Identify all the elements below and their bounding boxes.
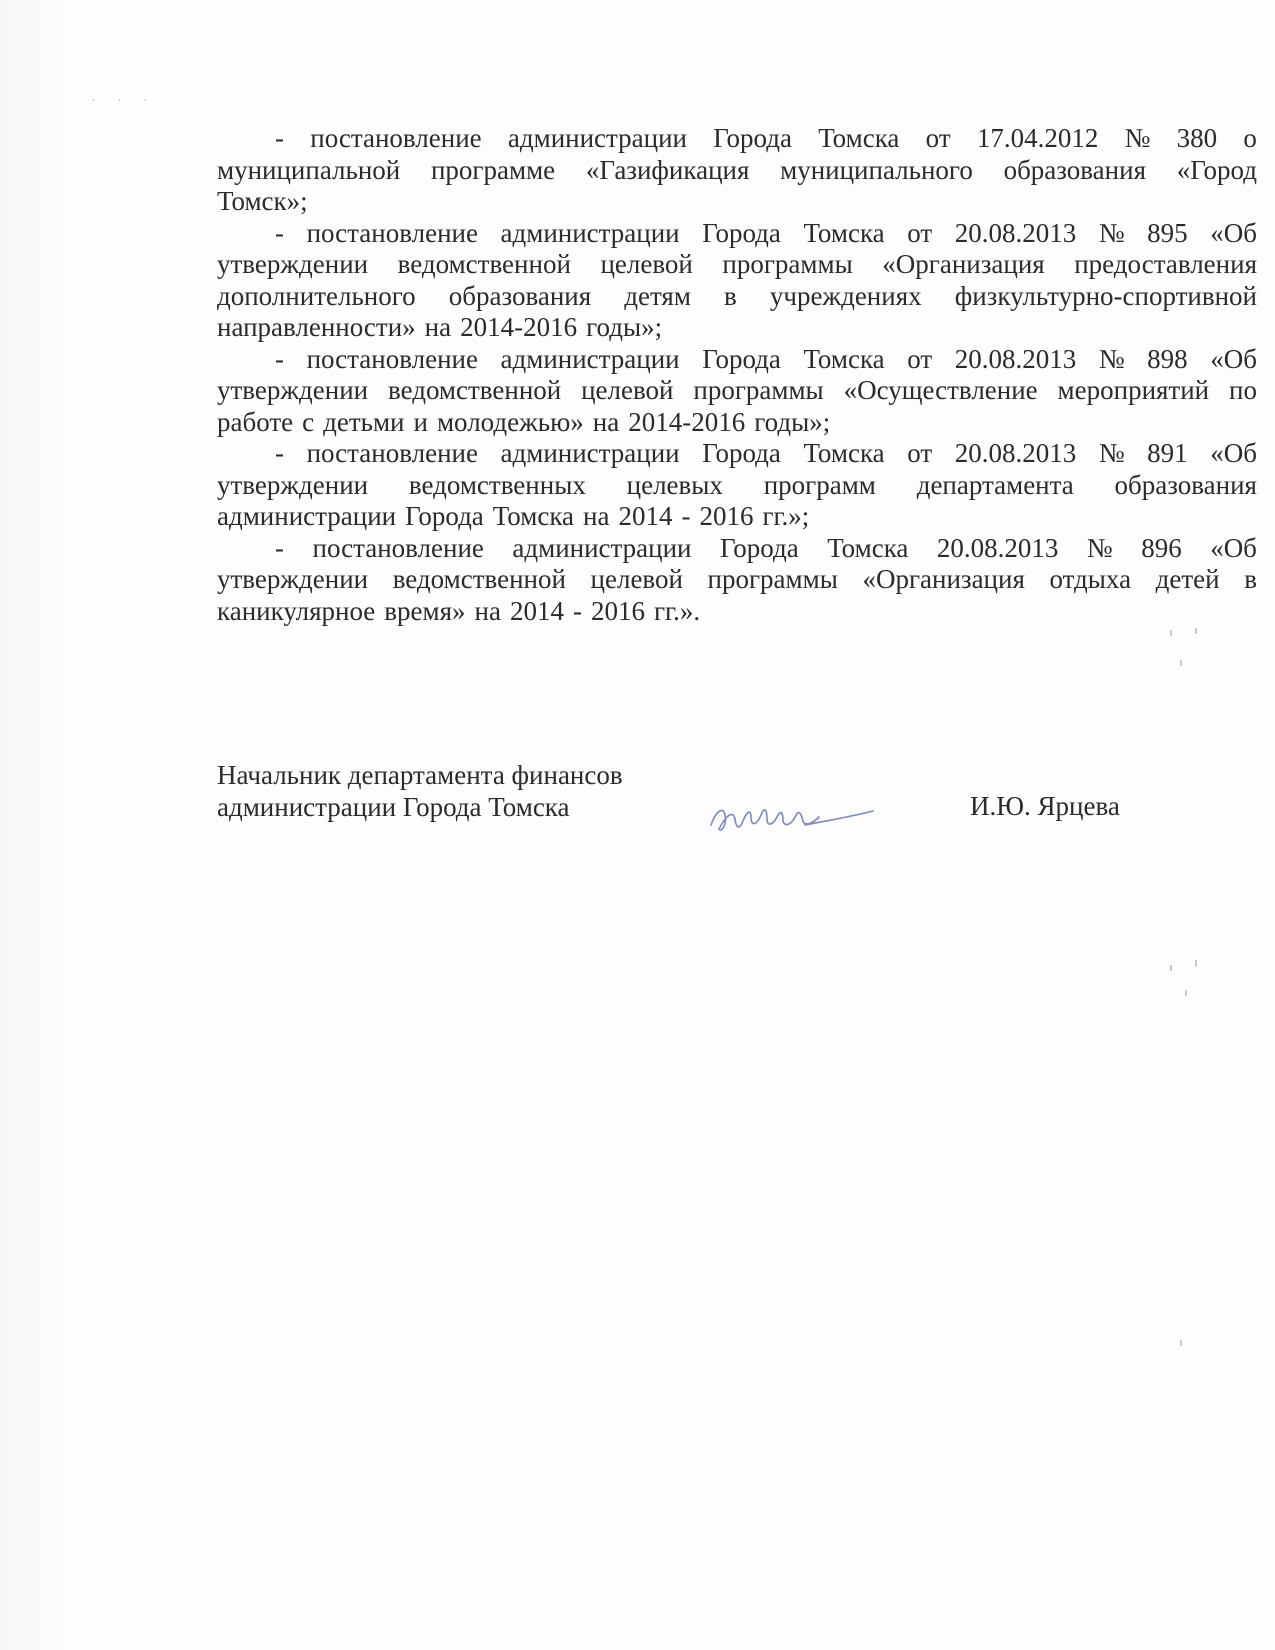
scan-speck bbox=[1180, 660, 1182, 666]
scan-speck bbox=[1170, 965, 1172, 971]
scan-speck bbox=[1195, 960, 1197, 966]
paragraph-line: работе с детьми и молодежью» на 2014-2016 годы»; bbox=[217, 406, 831, 437]
scan-edge-shadow bbox=[0, 0, 70, 1650]
scan-speck bbox=[1180, 1340, 1182, 1346]
scan-speck bbox=[1170, 630, 1172, 636]
scan-speck bbox=[1195, 628, 1197, 634]
paragraph-line: утверждении ведомственной целевой программы «Осуществление мероприятий по bbox=[217, 375, 1257, 405]
paragraph-line: - постановление администрации Города Томска 20.08.2013 № 896 «Об bbox=[275, 532, 1257, 563]
paragraph-line: Томск»; bbox=[217, 186, 308, 216]
paragraph-line: - постановление администрации Города Томска от 17.04.2012 № 380 о bbox=[275, 123, 1257, 153]
paragraph-line: утверждении ведомственных целевых программ департамента образования bbox=[217, 469, 1257, 500]
signatory-position-line-2: администрации Города Томска bbox=[217, 791, 570, 822]
handwritten-signature bbox=[705, 795, 880, 840]
paragraph-line: - постановление администрации Города Томска от 20.08.2013 № 895 «Об bbox=[275, 217, 1257, 248]
signatory-position bbox=[217, 760, 623, 823]
paragraph-line: каникулярное время» на 2014 - 2016 гг.». bbox=[217, 595, 701, 626]
paragraph-line: утверждении ведомственной целевой программы «Организация отдыха детей в bbox=[217, 564, 1257, 594]
paragraph-line: - постановление администрации Города Томска от 20.08.2013 № 891 «Об bbox=[275, 438, 1257, 468]
paragraph-line: администрации Города Томска на 2014 - 2016 гг.»; bbox=[217, 501, 810, 531]
paragraph-line: - постановление администрации Города Томска от 20.08.2013 № 898 «Об bbox=[275, 343, 1257, 374]
scan-corner-marks: · · · bbox=[92, 96, 157, 107]
paragraph-line: дополнительного образования детям в учреждениях физкультурно-спортивной bbox=[217, 280, 1257, 311]
signatory-name: И.Ю. Ярцева bbox=[970, 791, 1120, 821]
document-body bbox=[217, 123, 1275, 627]
paragraph-line: муниципальной программе «Газификация муниципального образования «Город bbox=[217, 154, 1257, 185]
paragraph-line: направленности» на 2014-2016 годы»; bbox=[217, 312, 663, 342]
paragraph-line: утверждении ведомственной целевой программы «Организация предоставления bbox=[217, 249, 1257, 279]
scan-speck bbox=[1185, 990, 1187, 996]
signatory-position-line-1: Начальник департамента финансов bbox=[217, 760, 623, 790]
